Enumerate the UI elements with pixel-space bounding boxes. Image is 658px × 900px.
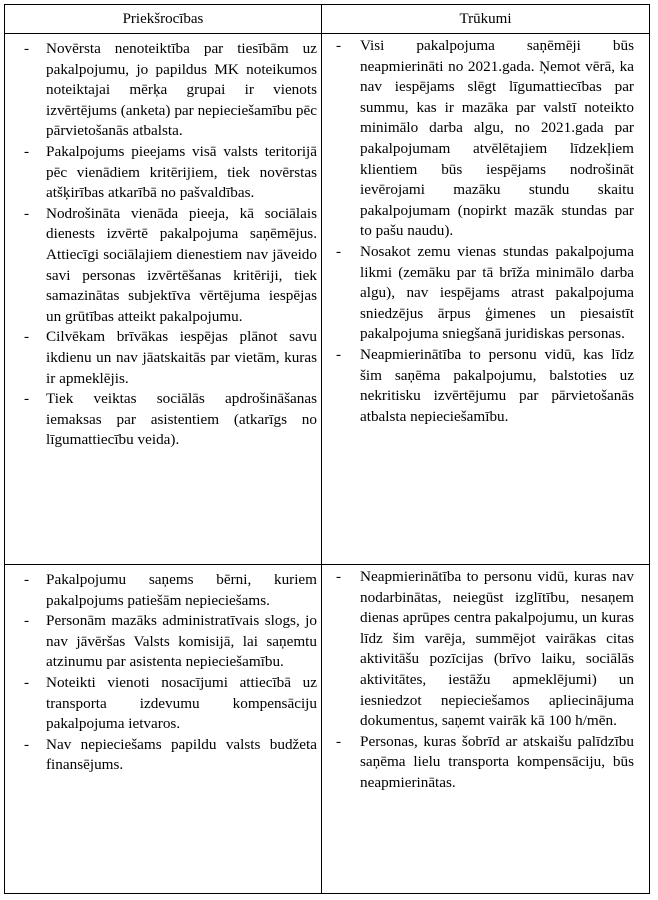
list-item [5,735,321,776]
list-item-text: Pakalpojumu saņems bērni, kuriem pakalpojums patiešām nepieciešams. [46,571,317,609]
list-item [5,39,321,142]
header-advantages: Priekšrocības [5,5,322,34]
list-item [5,142,321,204]
advantages-list [5,565,321,776]
list-item [5,204,321,328]
list-item-text: Pakalpojums pieejams visā valsts teritorijā pēc vienādiem kritērijiem, tiek novērstas atšķirības atkarībā no pašvaldības. [46,142,317,202]
advantages-cell [5,565,322,894]
table-row [5,565,650,894]
list-item-text: Tiek veiktas sociālās apdrošināšanas iemaksas par asistentiem (atkarīgs no līgumattiecību veida). [46,390,317,449]
bullet-dash: - [24,142,30,160]
bullet-dash: - [24,40,30,57]
list-item [322,242,649,345]
bullet-dash: - [24,735,30,753]
document-page [4,4,649,895]
list-item-text: Nosakot zemu vienas stundas pakalpojuma likmi (zemāku par tā brīža minimālo darba algu), nav iespējams atrast pakalpojuma sniedzējus ārpus ģimenes un piesaistīt pakalpojuma sniegšanā juridiskas personas. [360,242,634,343]
list-item-text: Personas, kuras šobrīd ar atskaišu palīdzību saņēma lielu transporta kompensāciju, būs neapmierinātas. [360,732,634,791]
bullet-dash: - [24,673,30,691]
list-item [5,389,321,451]
list-item-text: Neapmierinātība to personu vidū, kuras nav nodarbinātas, neiegūst izglītību, nesaņem dienas aprūpes centra pakalpojumu, un kuras līdz šim varēja, summējot vairākas citas aktivitāšu pozīcijas (brīvo laiku, sociālās aktivitātes, iestāžu apmeklējumi) un iesniedzot nepieciešamos apliecinājuma dokumentus, saņemt vairāk kā 100 h/mēn. [360,568,634,730]
disadvantages-cell [322,34,650,565]
bullet-dash: - [24,390,30,408]
list-item-text: Nav nepieciešams papildu valsts budžeta finansējums. [46,735,317,774]
disadvantages-cell [322,565,650,894]
list-item [5,611,321,673]
bullet-dash: - [336,732,342,750]
list-item [322,567,649,732]
bullet-dash: - [336,242,342,260]
bullet-dash: - [24,204,30,222]
disadvantages-list [322,34,649,427]
table-row [5,34,650,565]
bullet-dash: - [24,612,30,630]
list-item-text: Visi pakalpojuma saņēmēji būs neapmierināti no 2021.gada. Ņemot vērā, ka nav iespējams slēgt līgumattiecības par summu, kas ir mazāka par valstī noteikto minimālo darba algu, no 2021.gada par pakalpojumam atvēlētajiem līdzekļiem klientiem būs iespējams nodrošināt ievērojami mazāku stundu skaitu pakalpojumam (nopirkt mazāk stundas par to pašu naudu). [360,37,634,240]
list-item [5,570,321,611]
advantages-cell [5,34,322,565]
comparison-table [4,4,650,894]
list-item [322,36,649,242]
list-item [322,732,649,794]
list-item-text: Cilvēkam brīvākas iespējas plānot savu ikdienu un nav jāatskaitās par vietām, kuras ir apmeklējis. [46,328,317,387]
list-item [5,327,321,389]
list-item-text: Noteikti vienoti nosacījumi attiecībā uz transporta izdevumu kompensāciju pakalpojuma ietvaros. [46,673,317,733]
list-item-text: Personām mazāks administratīvais slogs, jo nav jāvēršas Valsts komisijā, lai saņemtu atzinumu par asistenta nepieciešamību. [46,612,317,671]
list-item [322,345,649,427]
bullet-dash: - [24,571,30,588]
bullet-dash: - [336,345,342,363]
header-row [5,5,650,34]
bullet-dash: - [336,568,342,585]
list-item-text: Nodrošināta vienāda pieeja, kā sociālais dienests izvērtē pakalpojuma saņēmējus. Attiecīgi sociālajiem dienestiem nav jāveido savi personas izvērtēšanas kritēriji, tiek samazinātas subjektīva vērtējuma iespējas un grūtības atteikt pakalpojumu. [46,204,317,325]
bullet-dash: - [336,37,342,54]
list-item [5,673,321,735]
advantages-list [5,34,321,451]
list-item-text: Neapmierinātība to personu vidū, kas līdz šim saņēma pakalpojumu, balstoties uz nekritisku izvērtējumu par pārvietošanās atbalsta nepieciešamību. [360,345,634,425]
header-disadvantages: Trūkumi [322,5,650,34]
bullet-dash: - [24,328,30,346]
list-item-text: Novērsta nenoteiktība par tiesībām uz pakalpojumu, jo papildus MK noteikumos noteiktajai mērķa grupai ir vienots izvērtējums (anketa) par nepieciešamību pēc pārvietošanās atbalsta. [46,40,317,140]
disadvantages-list [322,565,649,794]
